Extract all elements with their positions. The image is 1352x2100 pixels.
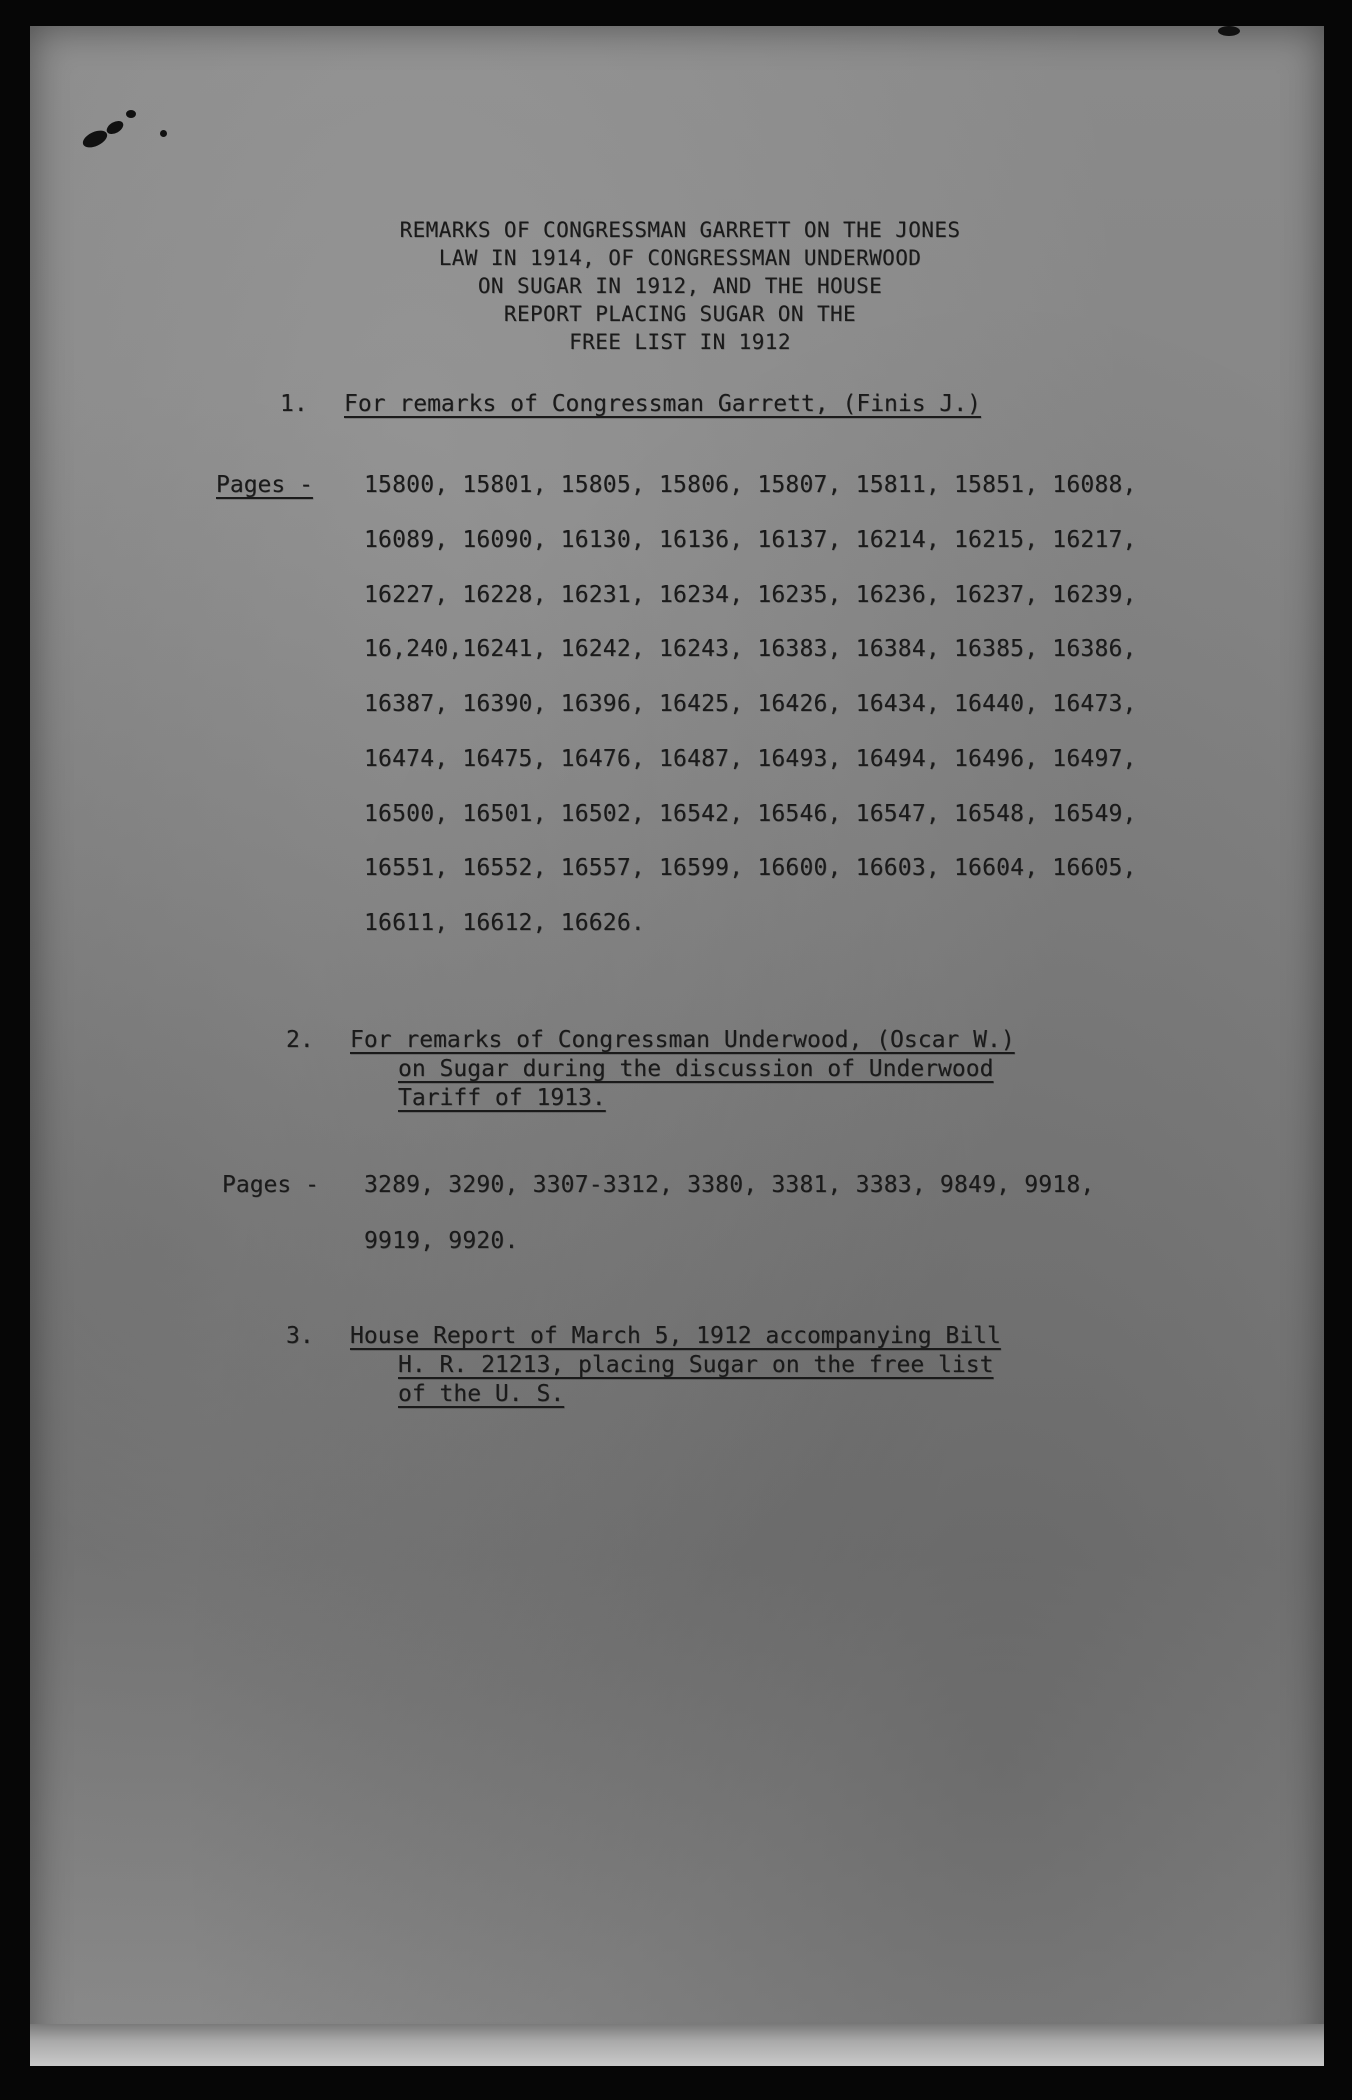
document-content	[30, 26, 1324, 2066]
section-heading-line: on Sugar during the discussion of Underwood	[398, 1056, 994, 1082]
paper-sheet	[30, 26, 1324, 2066]
document-title	[180, 216, 1180, 356]
page-numbers-row: 15800, 15801, 15805, 15806, 15807, 15811, 15851, 16088,	[364, 472, 1137, 498]
section-heading-line: Tariff of 1913.	[398, 1085, 606, 1111]
page-numbers-row: 16227, 16228, 16231, 16234, 16235, 16236, 16237, 16239,	[364, 582, 1137, 608]
section-heading-line: For remarks of Congressman Underwood, (Oscar W.)	[350, 1027, 1015, 1053]
section-number: 2.	[286, 1027, 314, 1053]
page-numbers-row: 9919, 9920.	[364, 1228, 519, 1254]
pages-label: Pages -	[222, 1172, 319, 1198]
section-heading-line: For remarks of Congressman Garrett, (Finis J.)	[344, 391, 981, 417]
page-numbers-row: 16474, 16475, 16476, 16487, 16493, 16494, 16496, 16497,	[364, 746, 1137, 772]
page-numbers-row: 16089, 16090, 16130, 16136, 16137, 16214, 16215, 16217,	[364, 527, 1137, 553]
title-line: ON SUGAR IN 1912, AND THE HOUSE	[477, 274, 883, 298]
page-numbers-row: 16551, 16552, 16557, 16599, 16600, 16603, 16604, 16605,	[364, 855, 1137, 881]
page-numbers-row: 16611, 16612, 16626.	[364, 910, 645, 936]
section-number: 3.	[286, 1323, 314, 1349]
section-number: 1.	[280, 391, 308, 417]
section-heading-line: of the U. S.	[398, 1381, 565, 1407]
page-numbers-row: 16,240,16241, 16242, 16243, 16383, 16384, 16385, 16386,	[364, 636, 1137, 662]
title-line: REMARKS OF CONGRESSMAN GARRETT ON THE JONES	[399, 218, 961, 242]
section-heading-line: House Report of March 5, 1912 accompanying Bill	[350, 1323, 1001, 1349]
section-heading-line: H. R. 21213, placing Sugar on the free list	[398, 1352, 994, 1378]
title-line: LAW IN 1914, OF CONGRESSMAN UNDERWOOD	[438, 246, 922, 270]
page-numbers-row: 3289, 3290, 3307-3312, 3380, 3381, 3383, 9849, 9918,	[364, 1172, 1095, 1198]
title-line: FREE LIST IN 1912	[569, 330, 791, 354]
page-numbers-row: 16500, 16501, 16502, 16542, 16546, 16547, 16548, 16549,	[364, 801, 1137, 827]
page-numbers-row: 16387, 16390, 16396, 16425, 16426, 16434, 16440, 16473,	[364, 691, 1137, 717]
pages-label: Pages -	[216, 472, 313, 498]
title-line: REPORT PLACING SUGAR ON THE	[503, 302, 857, 326]
